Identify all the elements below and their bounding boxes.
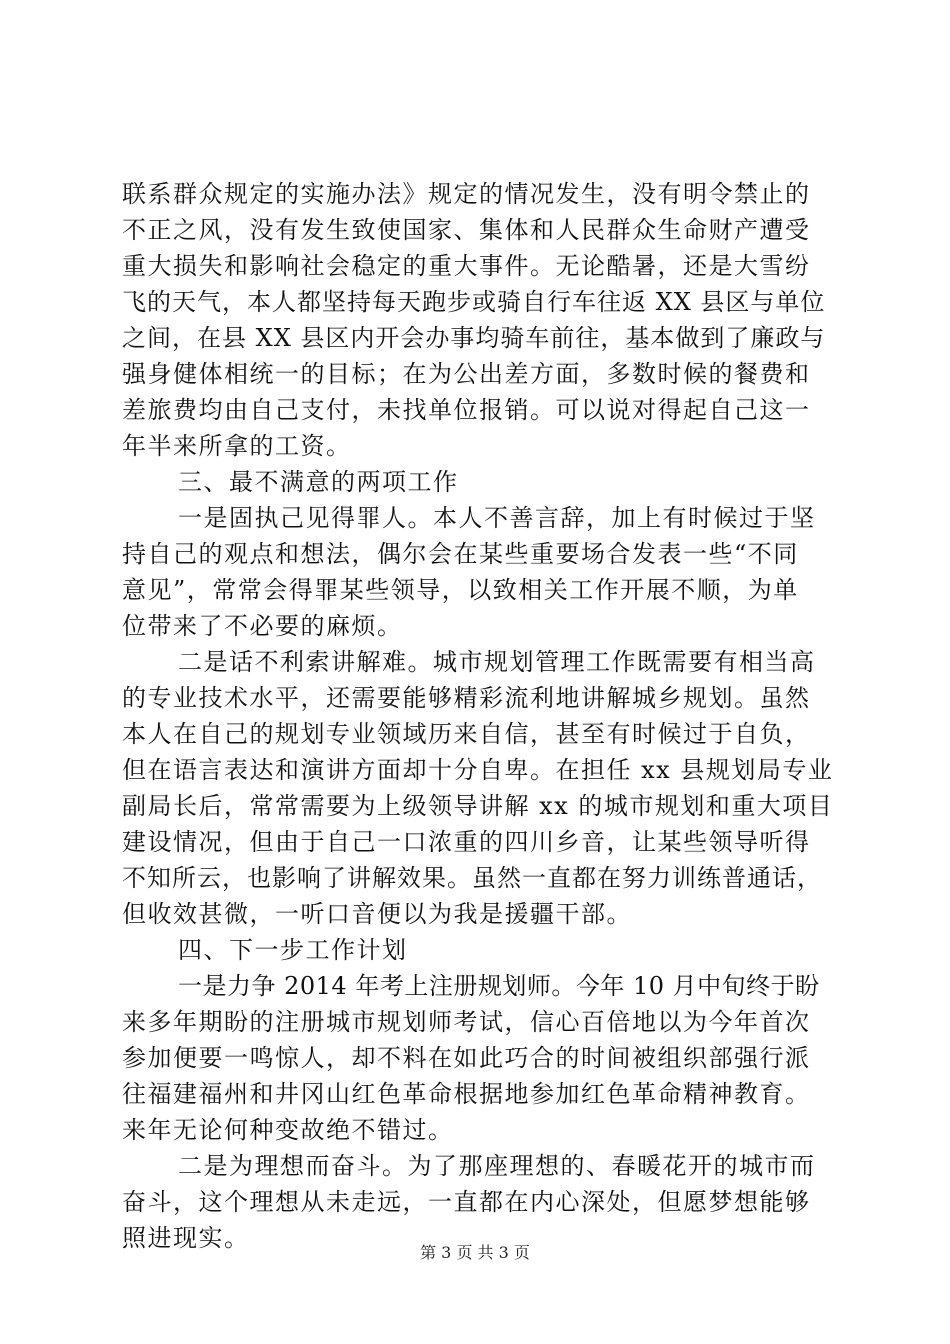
text-line: 持自己的观点和想法，偶尔会在某些重要场合发表一些“不同 bbox=[122, 540, 799, 568]
text-line: 联系群众规定的实施办法》规定的情况发生，没有明令禁止的 bbox=[122, 180, 811, 208]
text-line: 意见”，常常会得罪某些领导，以致相关工作开展不顺，为单 bbox=[122, 576, 799, 604]
page-footer: 第 3 页 共 3 页 bbox=[420, 1243, 530, 1262]
text-line: 往福建福州和井冈山红色革命根据地参加红色革命精神教育。 bbox=[122, 1080, 811, 1108]
text-line: 位带来了不必要的麻烦。 bbox=[122, 612, 403, 640]
text-line: 差旅费均由自己支付，未找单位报销。可以说对得起自己这一 bbox=[122, 396, 811, 424]
text-line: 但收效甚微，一听口音便以为我是援疆干部。 bbox=[122, 900, 632, 928]
text-line: 之间，在县 XX 县区内开会办事均骑车前往，基本做到了廉政与 bbox=[122, 324, 826, 352]
text-line: 一是固执己见得罪人。本人不善言辞，加上有时候过于坚 bbox=[178, 504, 816, 532]
text-line: 强身健体相统一的目标；在为公出差方面，多数时候的餐费和 bbox=[122, 360, 811, 388]
text-line: 不正之风，没有发生致使国家、集体和人民群众生命财产遭受 bbox=[122, 216, 811, 244]
text-line: 副局长后，常常需要为上级领导讲解 xx 的城市规划和重大项目 bbox=[122, 792, 834, 820]
text-line: 一是力争 2014 年考上注册规划师。今年 10 月中旬终于盼 bbox=[178, 972, 820, 1000]
text-line: 重大损失和影响社会稳定的重大事件。无论酷暑，还是大雪纷 bbox=[122, 252, 811, 280]
text-line: 二是为理想而奋斗。为了那座理想的、春暖花开的城市而 bbox=[178, 1152, 816, 1180]
text-line: 年半来所拿的工资。 bbox=[122, 432, 352, 460]
text-line: 建设情况，但由于自己一口浓重的四川乡音，让某些领导听得 bbox=[122, 828, 811, 856]
text-line: 四、下一步工作计划 bbox=[178, 936, 408, 964]
text-line: 参加便要一鸣惊人，却不料在如此巧合的时间被组织部强行派 bbox=[122, 1044, 811, 1072]
text-line: 奋斗，这个理想从未走远，一直都在内心深处，但愿梦想能够 bbox=[122, 1188, 811, 1216]
text-line: 但在语言表达和演讲方面却十分自卑。在担任 xx 县规划局专业 bbox=[122, 756, 834, 784]
text-line: 二是话不利索讲解难。城市规划管理工作既需要有相当高 bbox=[178, 648, 816, 676]
text-line: 来多年期盼的注册城市规划师考试，信心百倍地以为今年首次 bbox=[122, 1008, 811, 1036]
text-line: 来年无论何种变故绝不错过。 bbox=[122, 1116, 454, 1144]
text-line: 的专业技术水平，还需要能够精彩流利地讲解城乡规划。虽然 bbox=[122, 684, 811, 712]
text-line: 本人在自己的规划专业领域历来自信，甚至有时候过于自负， bbox=[122, 720, 811, 748]
text-line: 照进现实。 bbox=[122, 1224, 250, 1252]
text-line: 不知所云，也影响了讲解效果。虽然一直都在努力训练普通话， bbox=[122, 864, 822, 892]
text-line: 三、最不满意的两项工作 bbox=[178, 468, 459, 496]
document-body bbox=[122, 176, 834, 1256]
text-line: 飞的天气，本人都坚持每天跑步或骑自行车往返 XX 县区与单位 bbox=[122, 288, 826, 316]
